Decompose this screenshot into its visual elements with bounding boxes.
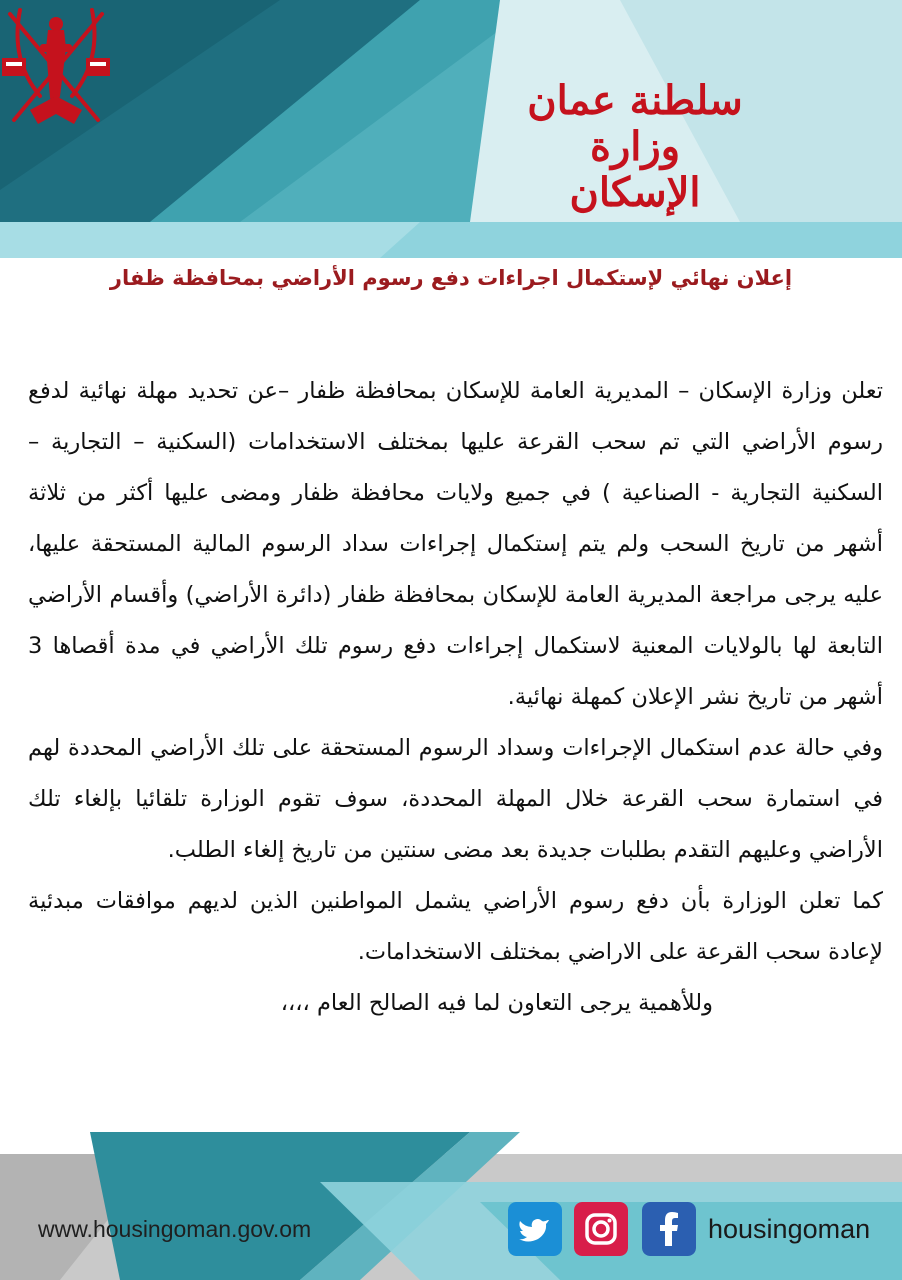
website-link[interactable]: www.housingoman.gov.om	[38, 1216, 312, 1242]
oman-emblem-icon	[0, 0, 112, 140]
instagram-icon[interactable]	[574, 1202, 628, 1256]
footer-banner	[0, 1132, 902, 1280]
paragraph-deadline: تعلن وزارة الإسكان – المديرية العامة للإسكان بمحافظة ظفار –عن تحديد مهلة نهائية لدفع رسوم الأراضي التي تم سحب القرعة عليها بمختلف الاستخدامات (السكنية – التجارية – السكنية التجارية - الصناعية ) في جميع ولايات محافظة ظفار ومضى عليها أكثر من ثلاثة أشهر من تاريخ السحب ولم يتم إستكمال إجراءات سداد الرسوم المالية المستحقة عليها، عليه يرجى مراجعة المديرية العامة للإسكان بمحافظة ظفار (دائرة الأراضي) وأقسام الأراضي التابعة لها بالولايات المعنية لاستكمال إجراءات دفع رسوم تلك الأراضي في مدة أقصاها 3 أشهر من تاريخ نشر الإعلان كمهلة نهائية.	[28, 378, 883, 710]
footer-background	[0, 1132, 902, 1280]
social-handle[interactable]: housingoman	[708, 1214, 871, 1244]
announcement-title: إعلان نهائي لإستكمال اجراءات دفع رسوم الأراضي بمحافظة ظفار	[109, 266, 793, 290]
logo-line-ministry: وزارة الإسكان	[569, 123, 701, 216]
logo-line-sultanate: سلطنة عمان	[527, 77, 743, 124]
twitter-icon[interactable]	[508, 1202, 562, 1256]
closing-line: وللأهمية يرجى التعاون لما فيه الصالح العام ،،،،	[280, 990, 713, 1016]
paragraph-cancellation: وفي حالة عدم استكمال الإجراءات وسداد الرسوم المستحقة على تلك الأراضي المحددة لهم في استمارة سحب القرعة خلال المهلة المحددة، سوف تقوم الوزارة تلقائيا بإلغاء تلك الأراضي وعليهم التقدم بطلبات جديدة بعد مضى سنتين من تاريخ إلغاء الطلب.	[28, 735, 883, 863]
ministry-logo-text	[520, 78, 750, 216]
announcement-body	[28, 366, 883, 1029]
paragraph-approvals: كما تعلن الوزارة بأن دفع رسوم الأراضي يشمل المواطنين الذين لديهم موافقات مبدئية لإعادة سحب القرعة على الاراضي بمختلف الاستخدامات.	[28, 888, 883, 965]
facebook-icon[interactable]	[642, 1202, 696, 1256]
header-banner	[0, 0, 902, 262]
header-background	[0, 0, 902, 262]
